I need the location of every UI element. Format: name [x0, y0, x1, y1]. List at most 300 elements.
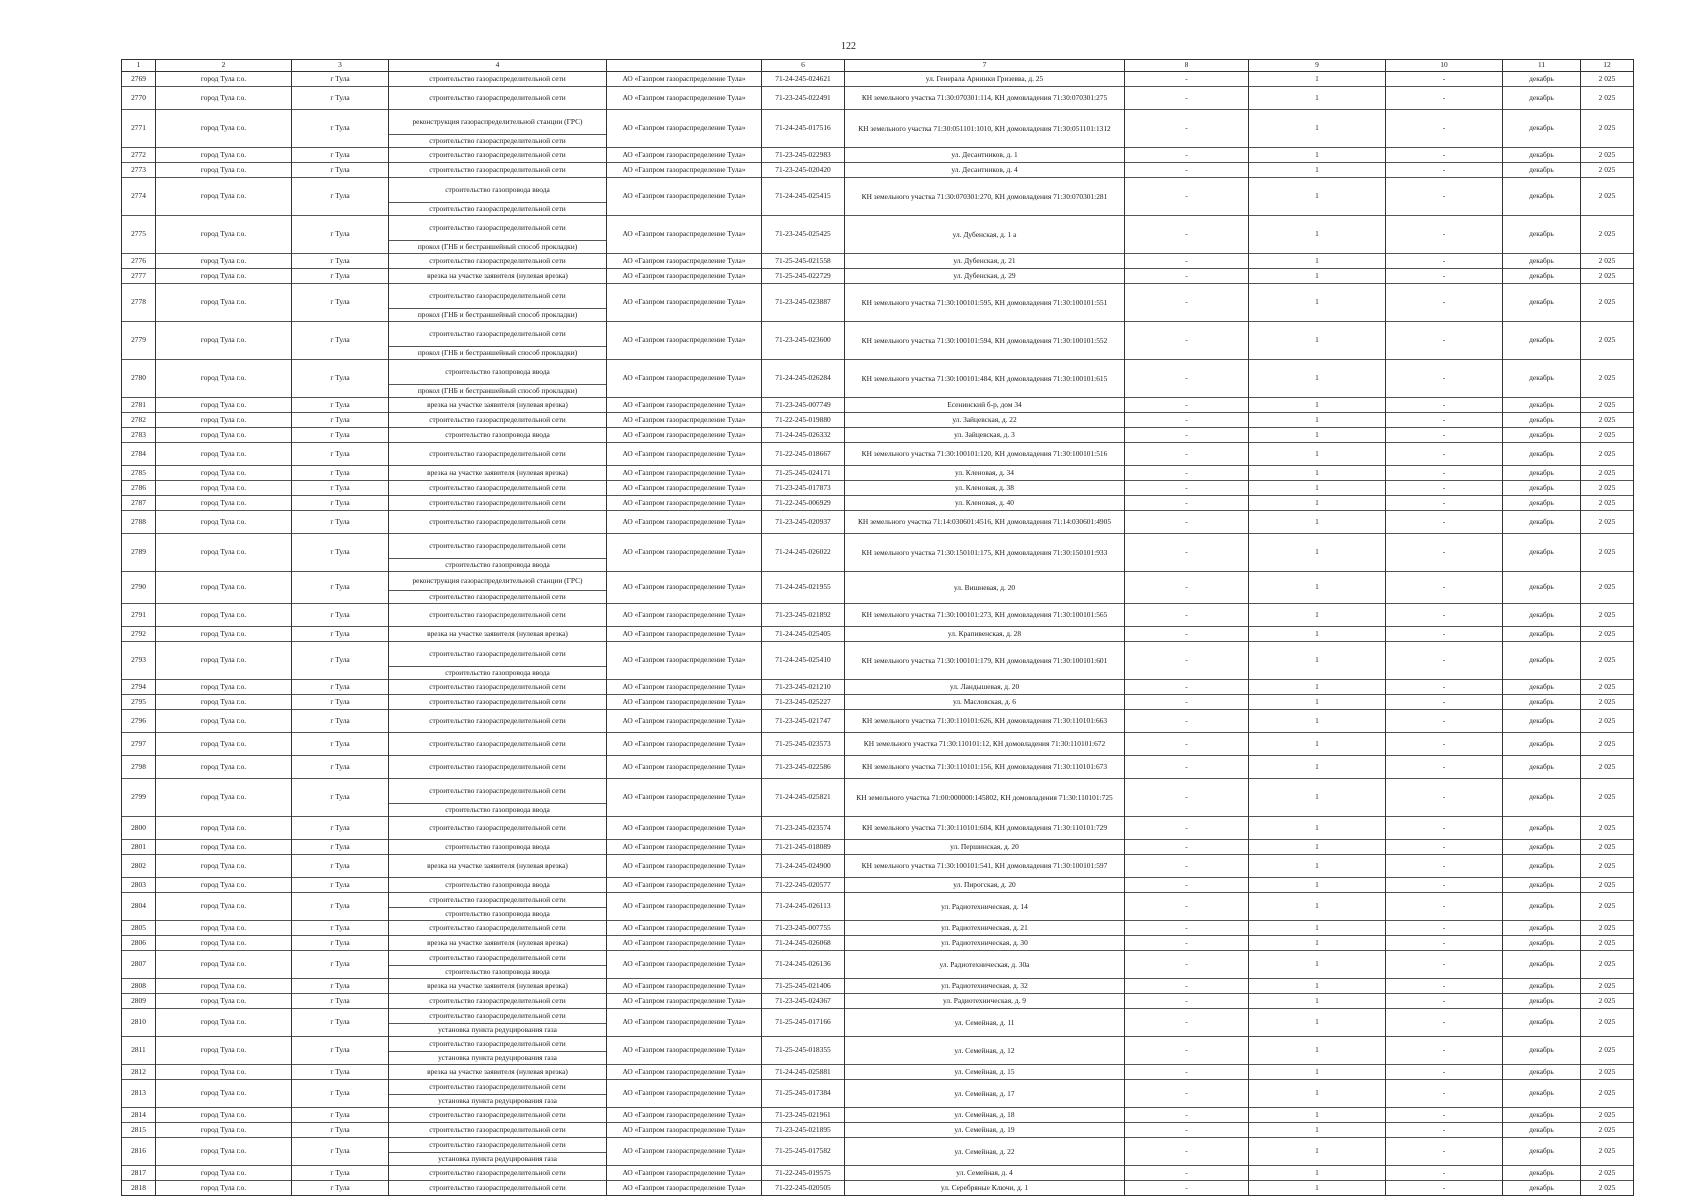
col9-value: 1: [1249, 951, 1386, 979]
application-code: 71-24-245-025881: [762, 1065, 845, 1080]
municipality: город Тула г.о.: [156, 443, 292, 466]
settlement: г Тула: [292, 642, 389, 680]
table-row: [122, 178, 1634, 203]
work-type: строительство газораспределительной сети: [389, 1181, 607, 1196]
work-type-secondary: установка пункта редуцирования газа: [389, 1153, 607, 1166]
col10-value: -: [1386, 1009, 1503, 1037]
application-code: 71-24-245-026113: [762, 893, 845, 921]
organization: АО «Газпром газораспределение Тула»: [607, 1123, 762, 1138]
month: декабрь: [1503, 87, 1581, 110]
work-type-secondary: установка пункта редуцирования газа: [389, 1052, 607, 1065]
application-code: 71-23-245-021747: [762, 710, 845, 733]
work-type: реконструкция газораспределительной станции (ГРС): [389, 110, 607, 135]
table-row: [122, 695, 1634, 710]
column-header-1: 1: [122, 60, 156, 72]
year: 2 025: [1581, 936, 1634, 951]
row-number: 2803: [122, 878, 156, 893]
address: ул. Радиотехническая, д. 21: [845, 921, 1125, 936]
col10-value: -: [1386, 87, 1503, 110]
year: 2 025: [1581, 604, 1634, 627]
table-row: [122, 1108, 1634, 1123]
row-number: 2788: [122, 511, 156, 534]
col8-value: -: [1125, 936, 1249, 951]
municipality: город Тула г.о.: [156, 604, 292, 627]
col10-value: -: [1386, 534, 1503, 572]
application-code: 71-24-245-026136: [762, 951, 845, 979]
work-type-secondary: строительство газораспределительной сети: [389, 591, 607, 604]
municipality: город Тула г.о.: [156, 413, 292, 428]
year: 2 025: [1581, 178, 1634, 216]
application-code: 71-23-245-023887: [762, 284, 845, 322]
col9-value: 1: [1249, 994, 1386, 1009]
col10-value: -: [1386, 496, 1503, 511]
year: 2 025: [1581, 855, 1634, 878]
row-number: 2784: [122, 443, 156, 466]
row-number: 2808: [122, 979, 156, 994]
address: ул. Семейная, д. 18: [845, 1108, 1125, 1123]
municipality: город Тула г.о.: [156, 1009, 292, 1037]
table-row: [122, 511, 1634, 534]
municipality: город Тула г.о.: [156, 87, 292, 110]
settlement: г Тула: [292, 428, 389, 443]
work-type-secondary: строительство газопровода ввода: [389, 908, 607, 921]
year: 2 025: [1581, 1080, 1634, 1108]
col9-value: 1: [1249, 322, 1386, 360]
col9-value: 1: [1249, 840, 1386, 855]
work-type: строительство газораспределительной сети: [389, 322, 607, 347]
organization: АО «Газпром газораспределение Тула»: [607, 269, 762, 284]
column-header-11: 11: [1503, 60, 1581, 72]
col9-value: 1: [1249, 855, 1386, 878]
month: декабрь: [1503, 216, 1581, 254]
row-number: 2771: [122, 110, 156, 148]
municipality: город Тула г.о.: [156, 496, 292, 511]
work-type: строительство газораспределительной сети: [389, 1123, 607, 1138]
col8-value: -: [1125, 855, 1249, 878]
row-number: 2818: [122, 1181, 156, 1196]
application-code: 71-23-245-021895: [762, 1123, 845, 1138]
col10-value: -: [1386, 893, 1503, 921]
address: КН земельного участка 71:30:070301:114, КН домовладения 71:30:070301:275: [845, 87, 1125, 110]
col9-value: 1: [1249, 163, 1386, 178]
work-type: строительство газораспределительной сети: [389, 1009, 607, 1024]
col8-value: -: [1125, 627, 1249, 642]
settlement: г Тула: [292, 951, 389, 979]
col8-value: -: [1125, 443, 1249, 466]
month: декабрь: [1503, 951, 1581, 979]
organization: АО «Газпром газораспределение Тула»: [607, 779, 762, 817]
table-row: [122, 756, 1634, 779]
col8-value: -: [1125, 642, 1249, 680]
row-number: 2775: [122, 216, 156, 254]
row-number: 2817: [122, 1166, 156, 1181]
col9-value: 1: [1249, 511, 1386, 534]
year: 2 025: [1581, 443, 1634, 466]
application-code: 71-25-245-021406: [762, 979, 845, 994]
col8-value: -: [1125, 496, 1249, 511]
col9-value: 1: [1249, 878, 1386, 893]
month: декабрь: [1503, 284, 1581, 322]
work-type: строительство газораспределительной сети: [389, 481, 607, 496]
row-number: 2811: [122, 1037, 156, 1065]
col10-value: -: [1386, 572, 1503, 604]
column-header-6: 6: [762, 60, 845, 72]
col10-value: -: [1386, 642, 1503, 680]
address: КН земельного участка 71:30:100101:484, КН домовладения 71:30:100101:615: [845, 360, 1125, 398]
month: декабрь: [1503, 695, 1581, 710]
table-row: [122, 710, 1634, 733]
row-number: 2772: [122, 148, 156, 163]
col10-value: -: [1386, 72, 1503, 87]
col9-value: 1: [1249, 398, 1386, 413]
organization: АО «Газпром газораспределение Тула»: [607, 604, 762, 627]
municipality: город Тула г.о.: [156, 1166, 292, 1181]
col9-value: 1: [1249, 572, 1386, 604]
address: КН земельного участка 71:14:030601:4516, КН домовладения 71:14:030601:4905: [845, 511, 1125, 534]
settlement: г Тула: [292, 110, 389, 148]
organization: АО «Газпром газораспределение Тула»: [607, 428, 762, 443]
row-number: 2793: [122, 642, 156, 680]
settlement: г Тула: [292, 840, 389, 855]
settlement: г Тула: [292, 178, 389, 216]
month: декабрь: [1503, 163, 1581, 178]
municipality: город Тула г.о.: [156, 680, 292, 695]
col8-value: -: [1125, 733, 1249, 756]
application-code: 71-23-245-021892: [762, 604, 845, 627]
year: 2 025: [1581, 216, 1634, 254]
municipality: город Тула г.о.: [156, 817, 292, 840]
application-code: 71-25-245-023573: [762, 733, 845, 756]
table-row: [122, 936, 1634, 951]
col10-value: -: [1386, 756, 1503, 779]
municipality: город Тула г.о.: [156, 216, 292, 254]
col8-value: -: [1125, 572, 1249, 604]
column-number-row: [122, 60, 1634, 72]
table-row: [122, 680, 1634, 695]
col8-value: -: [1125, 921, 1249, 936]
col8-value: -: [1125, 398, 1249, 413]
year: 2 025: [1581, 994, 1634, 1009]
year: 2 025: [1581, 695, 1634, 710]
month: декабрь: [1503, 1065, 1581, 1080]
work-type: строительство газораспределительной сети: [389, 921, 607, 936]
year: 2 025: [1581, 779, 1634, 817]
col8-value: -: [1125, 216, 1249, 254]
year: 2 025: [1581, 72, 1634, 87]
col9-value: 1: [1249, 1181, 1386, 1196]
row-number: 2782: [122, 413, 156, 428]
application-code: 71-22-245-019575: [762, 1166, 845, 1181]
application-code: 71-22-245-020505: [762, 1181, 845, 1196]
table-body: [122, 72, 1634, 1196]
col10-value: -: [1386, 604, 1503, 627]
table-row: [122, 322, 1634, 347]
application-code: 71-22-245-006929: [762, 496, 845, 511]
organization: АО «Газпром газораспределение Тула»: [607, 855, 762, 878]
organization: АО «Газпром газораспределение Тула»: [607, 413, 762, 428]
address: КН земельного участка 71:30:100101:595, КН домовладения 71:30:100101:551: [845, 284, 1125, 322]
col9-value: 1: [1249, 481, 1386, 496]
col10-value: -: [1386, 627, 1503, 642]
municipality: город Тула г.о.: [156, 534, 292, 572]
table-row: [122, 496, 1634, 511]
application-code: 71-22-245-019880: [762, 413, 845, 428]
settlement: г Тула: [292, 398, 389, 413]
application-code: 71-23-245-024367: [762, 994, 845, 1009]
col8-value: -: [1125, 428, 1249, 443]
address: ул. Радиотехническая, д. 9: [845, 994, 1125, 1009]
col10-value: -: [1386, 936, 1503, 951]
row-number: 2798: [122, 756, 156, 779]
col10-value: -: [1386, 680, 1503, 695]
table-row: [122, 994, 1634, 1009]
work-type: строительство газораспределительной сети: [389, 534, 607, 559]
column-header-4: 4: [389, 60, 607, 72]
settlement: г Тула: [292, 413, 389, 428]
month: декабрь: [1503, 269, 1581, 284]
municipality: город Тула г.о.: [156, 779, 292, 817]
settlement: г Тула: [292, 1108, 389, 1123]
table-row: [122, 855, 1634, 878]
col8-value: -: [1125, 1166, 1249, 1181]
work-type: строительство газораспределительной сети: [389, 642, 607, 667]
year: 2 025: [1581, 642, 1634, 680]
col10-value: -: [1386, 322, 1503, 360]
address: КН земельного участка 71:30:100101:273, КН домовладения 71:30:100101:565: [845, 604, 1125, 627]
col8-value: -: [1125, 893, 1249, 921]
settlement: г Тула: [292, 695, 389, 710]
organization: АО «Газпром газораспределение Тула»: [607, 148, 762, 163]
work-type: строительство газораспределительной сети: [389, 413, 607, 428]
organization: АО «Газпром газораспределение Тула»: [607, 87, 762, 110]
table-row: [122, 413, 1634, 428]
application-code: 71-23-245-017873: [762, 481, 845, 496]
table-row: [122, 1166, 1634, 1181]
month: декабрь: [1503, 779, 1581, 817]
year: 2 025: [1581, 710, 1634, 733]
month: декабрь: [1503, 878, 1581, 893]
municipality: город Тула г.о.: [156, 695, 292, 710]
col8-value: -: [1125, 1037, 1249, 1065]
row-number: 2805: [122, 921, 156, 936]
municipality: город Тула г.о.: [156, 994, 292, 1009]
work-type: строительство газораспределительной сети: [389, 148, 607, 163]
organization: АО «Газпром газораспределение Тула»: [607, 1138, 762, 1166]
row-number: 2800: [122, 817, 156, 840]
address: КН земельного участка 71:30:110101:156, КН домовладения 71:30:110101:673: [845, 756, 1125, 779]
col8-value: -: [1125, 779, 1249, 817]
year: 2 025: [1581, 163, 1634, 178]
settlement: г Тула: [292, 360, 389, 398]
municipality: город Тула г.о.: [156, 733, 292, 756]
column-header-10: 10: [1386, 60, 1503, 72]
settlement: г Тула: [292, 216, 389, 254]
organization: АО «Газпром газораспределение Тула»: [607, 163, 762, 178]
row-number: 2795: [122, 695, 156, 710]
month: декабрь: [1503, 1166, 1581, 1181]
col10-value: -: [1386, 710, 1503, 733]
table-row: [122, 1080, 1634, 1095]
year: 2 025: [1581, 1123, 1634, 1138]
year: 2 025: [1581, 428, 1634, 443]
municipality: город Тула г.о.: [156, 1037, 292, 1065]
work-type: строительство газопровода ввода: [389, 840, 607, 855]
settlement: г Тула: [292, 254, 389, 269]
col9-value: 1: [1249, 534, 1386, 572]
settlement: г Тула: [292, 72, 389, 87]
month: декабрь: [1503, 817, 1581, 840]
settlement: г Тула: [292, 148, 389, 163]
address: ул. Кленовая, д. 34: [845, 466, 1125, 481]
col9-value: 1: [1249, 1166, 1386, 1181]
organization: АО «Газпром газораспределение Тула»: [607, 921, 762, 936]
table-row: [122, 254, 1634, 269]
work-type-secondary: прокол (ГНБ и бестраншейный способ прокладки): [389, 309, 607, 322]
table-row: [122, 642, 1634, 667]
municipality: город Тула г.о.: [156, 284, 292, 322]
organization: АО «Газпром газораспределение Тула»: [607, 893, 762, 921]
row-number: 2785: [122, 466, 156, 481]
col9-value: 1: [1249, 443, 1386, 466]
col8-value: -: [1125, 110, 1249, 148]
application-code: 71-22-245-018667: [762, 443, 845, 466]
application-code: 71-23-245-020420: [762, 163, 845, 178]
work-type: строительство газораспределительной сети: [389, 779, 607, 804]
municipality: город Тула г.о.: [156, 878, 292, 893]
organization: АО «Газпром газораспределение Тула»: [607, 443, 762, 466]
year: 2 025: [1581, 1065, 1634, 1080]
settlement: г Тула: [292, 87, 389, 110]
municipality: город Тула г.о.: [156, 1123, 292, 1138]
col10-value: -: [1386, 178, 1503, 216]
table-row: [122, 216, 1634, 241]
row-number: 2786: [122, 481, 156, 496]
col9-value: 1: [1249, 979, 1386, 994]
work-type-secondary: строительство газораспределительной сети: [389, 135, 607, 148]
organization: АО «Газпром газораспределение Тула»: [607, 1037, 762, 1065]
municipality: город Тула г.о.: [156, 1138, 292, 1166]
organization: АО «Газпром газораспределение Тула»: [607, 840, 762, 855]
year: 2 025: [1581, 572, 1634, 604]
table-row: [122, 1123, 1634, 1138]
settlement: г Тула: [292, 779, 389, 817]
month: декабрь: [1503, 398, 1581, 413]
col9-value: 1: [1249, 1009, 1386, 1037]
col10-value: -: [1386, 110, 1503, 148]
application-code: 71-25-245-024171: [762, 466, 845, 481]
table-row: [122, 733, 1634, 756]
work-type-secondary: прокол (ГНБ и бестраншейный способ прокладки): [389, 241, 607, 254]
work-type: строительство газораспределительной сети: [389, 1138, 607, 1153]
col10-value: -: [1386, 994, 1503, 1009]
municipality: город Тула г.о.: [156, 756, 292, 779]
col8-value: -: [1125, 413, 1249, 428]
address: ул. Семейная, д. 17: [845, 1080, 1125, 1108]
municipality: город Тула г.о.: [156, 710, 292, 733]
table-row: [122, 284, 1634, 309]
col10-value: -: [1386, 398, 1503, 413]
municipality: город Тула г.о.: [156, 1181, 292, 1196]
municipality: город Тула г.о.: [156, 178, 292, 216]
row-number: 2792: [122, 627, 156, 642]
address: ул. Першинская, д. 20: [845, 840, 1125, 855]
settlement: г Тула: [292, 466, 389, 481]
col8-value: -: [1125, 466, 1249, 481]
year: 2 025: [1581, 1181, 1634, 1196]
work-type: врезка на участке заявителя (нулевая врезка): [389, 979, 607, 994]
table-row: [122, 627, 1634, 642]
organization: АО «Газпром газораспределение Тула»: [607, 216, 762, 254]
table-row: [122, 534, 1634, 559]
row-number: 2779: [122, 322, 156, 360]
address: ул. Семейная, д. 19: [845, 1123, 1125, 1138]
work-type-secondary: строительство газопровода ввода: [389, 559, 607, 572]
settlement: г Тула: [292, 1181, 389, 1196]
address: КН земельного участка 71:30:051101:1010, КН домовладения 71:30:051101:1312: [845, 110, 1125, 148]
address: ул. Кленовая, д. 38: [845, 481, 1125, 496]
address: ул. Семейная, д. 11: [845, 1009, 1125, 1037]
col10-value: -: [1386, 695, 1503, 710]
col8-value: -: [1125, 695, 1249, 710]
settlement: г Тула: [292, 443, 389, 466]
municipality: город Тула г.о.: [156, 110, 292, 148]
row-number: 2787: [122, 496, 156, 511]
table-row: [122, 779, 1634, 804]
col9-value: 1: [1249, 680, 1386, 695]
column-header-7: 7: [845, 60, 1125, 72]
table-row: [122, 443, 1634, 466]
work-type: строительство газораспределительной сети: [389, 680, 607, 695]
work-type: строительство газораспределительной сети: [389, 604, 607, 627]
municipality: город Тула г.о.: [156, 428, 292, 443]
month: декабрь: [1503, 511, 1581, 534]
address: ул. Семейная, д. 22: [845, 1138, 1125, 1166]
work-type: строительство газораспределительной сети: [389, 1080, 607, 1095]
municipality: город Тула г.о.: [156, 936, 292, 951]
table-header: [122, 60, 1634, 72]
month: декабрь: [1503, 428, 1581, 443]
organization: АО «Газпром газораспределение Тула»: [607, 322, 762, 360]
settlement: г Тула: [292, 1037, 389, 1065]
work-type: строительство газораспределительной сети: [389, 756, 607, 779]
col9-value: 1: [1249, 413, 1386, 428]
col9-value: 1: [1249, 1123, 1386, 1138]
settlement: г Тула: [292, 878, 389, 893]
application-code: 71-24-245-017516: [762, 110, 845, 148]
application-code: 71-24-245-026068: [762, 936, 845, 951]
application-code: 71-24-245-026332: [762, 428, 845, 443]
month: декабрь: [1503, 840, 1581, 855]
work-type: строительство газораспределительной сети: [389, 443, 607, 466]
municipality: город Тула г.о.: [156, 148, 292, 163]
settlement: г Тула: [292, 1080, 389, 1108]
year: 2 025: [1581, 1138, 1634, 1166]
col10-value: -: [1386, 921, 1503, 936]
application-code: 71-25-245-018355: [762, 1037, 845, 1065]
settlement: г Тула: [292, 496, 389, 511]
year: 2 025: [1581, 481, 1634, 496]
work-type: врезка на участке заявителя (нулевая врезка): [389, 855, 607, 878]
row-number: 2783: [122, 428, 156, 443]
table-row: [122, 1181, 1634, 1196]
year: 2 025: [1581, 840, 1634, 855]
col10-value: -: [1386, 148, 1503, 163]
col8-value: -: [1125, 481, 1249, 496]
municipality: город Тула г.о.: [156, 642, 292, 680]
col10-value: -: [1386, 1181, 1503, 1196]
application-code: 71-25-245-021558: [762, 254, 845, 269]
organization: АО «Газпром газораспределение Тула»: [607, 1009, 762, 1037]
